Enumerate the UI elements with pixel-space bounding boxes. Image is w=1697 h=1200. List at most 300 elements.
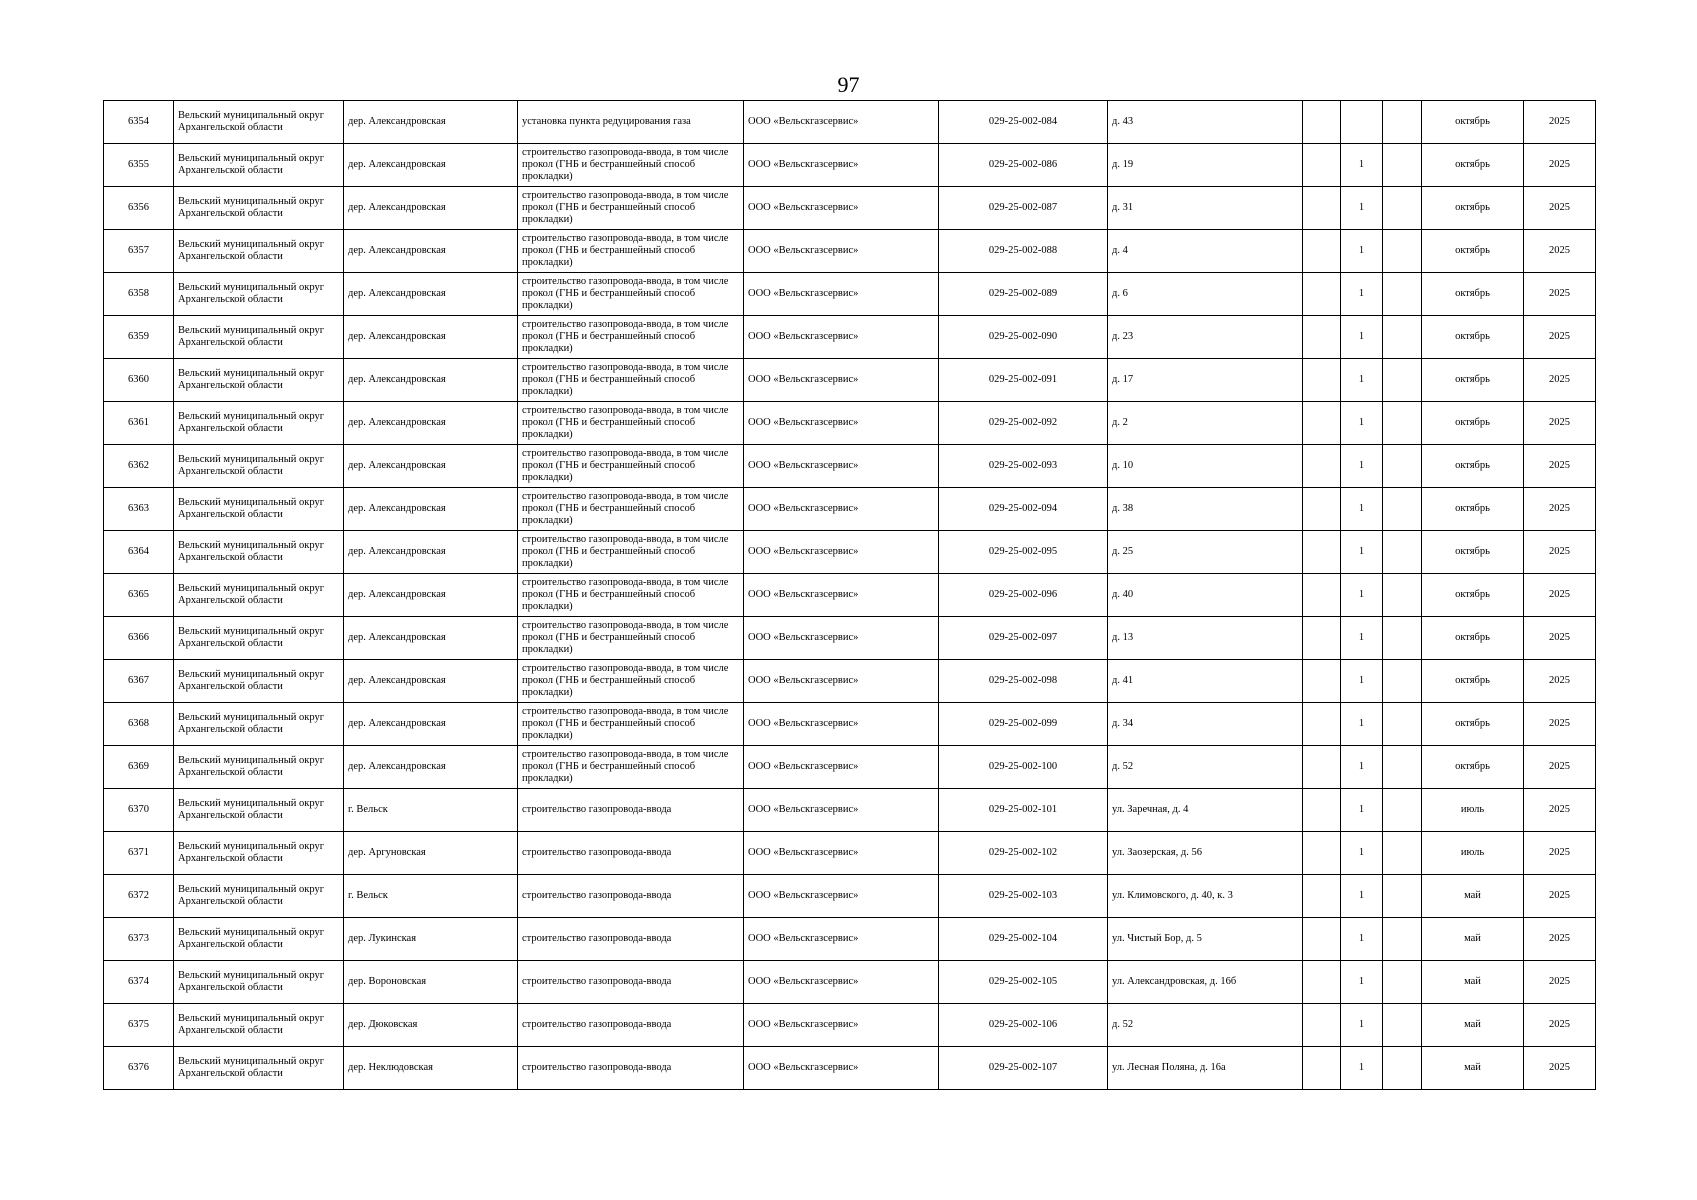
address-cell: д. 13 xyxy=(1108,617,1303,660)
year-cell: 2025 xyxy=(1524,445,1596,488)
month-cell: май xyxy=(1422,875,1524,918)
district-cell: Вельский муниципальный округ Архангельской области xyxy=(174,1004,344,1047)
district-cell: Вельский муниципальный округ Архангельской области xyxy=(174,961,344,1004)
empty-cell xyxy=(1303,316,1341,359)
district-cell: Вельский муниципальный округ Архангельской области xyxy=(174,101,344,144)
quantity-cell: 1 xyxy=(1341,875,1383,918)
settlement-cell: дер. Аргуновская xyxy=(344,832,518,875)
row-number: 6371 xyxy=(104,832,174,875)
settlement-cell: дер. Александровская xyxy=(344,531,518,574)
settlement-cell: дер. Дюковская xyxy=(344,1004,518,1047)
month-cell: октябрь xyxy=(1422,402,1524,445)
month-cell: октябрь xyxy=(1422,488,1524,531)
organization-cell: ООО «Вельскгазсервис» xyxy=(744,316,939,359)
quantity-cell: 1 xyxy=(1341,617,1383,660)
district-cell: Вельский муниципальный округ Архангельской области xyxy=(174,617,344,660)
work-type-cell: строительство газопровода-ввода, в том числе прокол (ГНБ и бестраншейный способ прокладки) xyxy=(518,230,744,273)
address-cell: ул. Заозерская, д. 56 xyxy=(1108,832,1303,875)
work-type-cell: установка пункта редуцирования газа xyxy=(518,101,744,144)
row-number: 6373 xyxy=(104,918,174,961)
organization-cell: ООО «Вельскгазсервис» xyxy=(744,1004,939,1047)
month-cell: май xyxy=(1422,1004,1524,1047)
row-number: 6363 xyxy=(104,488,174,531)
empty-cell xyxy=(1383,918,1422,961)
work-type-cell: строительство газопровода-ввода, в том числе прокол (ГНБ и бестраншейный способ прокладки) xyxy=(518,703,744,746)
settlement-cell: дер. Александровская xyxy=(344,144,518,187)
empty-cell xyxy=(1383,574,1422,617)
organization-cell: ООО «Вельскгазсервис» xyxy=(744,402,939,445)
month-cell: октябрь xyxy=(1422,359,1524,402)
object-code-cell: 029-25-002-098 xyxy=(939,660,1108,703)
year-cell: 2025 xyxy=(1524,402,1596,445)
district-cell: Вельский муниципальный округ Архангельской области xyxy=(174,273,344,316)
district-cell: Вельский муниципальный округ Архангельской области xyxy=(174,918,344,961)
empty-cell xyxy=(1383,402,1422,445)
object-code-cell: 029-25-002-096 xyxy=(939,574,1108,617)
object-code-cell: 029-25-002-090 xyxy=(939,316,1108,359)
quantity-cell: 1 xyxy=(1341,531,1383,574)
organization-cell: ООО «Вельскгазсервис» xyxy=(744,918,939,961)
organization-cell: ООО «Вельскгазсервис» xyxy=(744,144,939,187)
row-number: 6362 xyxy=(104,445,174,488)
settlement-cell: дер. Александровская xyxy=(344,703,518,746)
organization-cell: ООО «Вельскгазсервис» xyxy=(744,703,939,746)
organization-cell: ООО «Вельскгазсервис» xyxy=(744,359,939,402)
quantity-cell: 1 xyxy=(1341,789,1383,832)
organization-cell: ООО «Вельскгазсервис» xyxy=(744,832,939,875)
district-cell: Вельский муниципальный округ Архангельской области xyxy=(174,789,344,832)
table-row xyxy=(104,746,1596,789)
empty-cell xyxy=(1303,1004,1341,1047)
object-code-cell: 029-25-002-106 xyxy=(939,1004,1108,1047)
empty-cell xyxy=(1303,531,1341,574)
year-cell: 2025 xyxy=(1524,832,1596,875)
object-code-cell: 029-25-002-101 xyxy=(939,789,1108,832)
empty-cell xyxy=(1303,746,1341,789)
table-row xyxy=(104,445,1596,488)
year-cell: 2025 xyxy=(1524,617,1596,660)
work-type-cell: строительство газопровода-ввода, в том числе прокол (ГНБ и бестраншейный способ прокладки) xyxy=(518,359,744,402)
district-cell: Вельский муниципальный округ Архангельской области xyxy=(174,402,344,445)
work-type-cell: строительство газопровода-ввода, в том числе прокол (ГНБ и бестраншейный способ прокладки) xyxy=(518,273,744,316)
work-type-cell: строительство газопровода-ввода, в том числе прокол (ГНБ и бестраншейный способ прокладки) xyxy=(518,574,744,617)
page-number: 97 xyxy=(837,72,860,97)
year-cell: 2025 xyxy=(1524,746,1596,789)
month-cell: октябрь xyxy=(1422,660,1524,703)
address-cell: д. 34 xyxy=(1108,703,1303,746)
address-cell: д. 52 xyxy=(1108,1004,1303,1047)
month-cell: октябрь xyxy=(1422,230,1524,273)
table-row xyxy=(104,488,1596,531)
row-number: 6366 xyxy=(104,617,174,660)
district-cell: Вельский муниципальный округ Архангельской области xyxy=(174,488,344,531)
settlement-cell: дер. Александровская xyxy=(344,187,518,230)
object-code-cell: 029-25-002-102 xyxy=(939,832,1108,875)
row-number: 6361 xyxy=(104,402,174,445)
settlement-cell: дер. Александровская xyxy=(344,101,518,144)
settlement-cell: дер. Неклюдовская xyxy=(344,1047,518,1090)
month-cell: октябрь xyxy=(1422,531,1524,574)
empty-cell xyxy=(1383,187,1422,230)
table-row xyxy=(104,617,1596,660)
year-cell: 2025 xyxy=(1524,961,1596,1004)
settlement-cell: дер. Вороновская xyxy=(344,961,518,1004)
year-cell: 2025 xyxy=(1524,101,1596,144)
table-row xyxy=(104,574,1596,617)
empty-cell xyxy=(1303,574,1341,617)
table-row xyxy=(104,918,1596,961)
address-cell: д. 43 xyxy=(1108,101,1303,144)
object-code-cell: 029-25-002-097 xyxy=(939,617,1108,660)
work-type-cell: строительство газопровода-ввода xyxy=(518,832,744,875)
address-cell: ул. Лесная Поляна, д. 16а xyxy=(1108,1047,1303,1090)
object-code-cell: 029-25-002-100 xyxy=(939,746,1108,789)
work-type-cell: строительство газопровода-ввода xyxy=(518,789,744,832)
quantity-cell: 1 xyxy=(1341,230,1383,273)
organization-cell: ООО «Вельскгазсервис» xyxy=(744,617,939,660)
district-cell: Вельский муниципальный округ Архангельской области xyxy=(174,187,344,230)
year-cell: 2025 xyxy=(1524,875,1596,918)
table-row xyxy=(104,187,1596,230)
settlement-cell: дер. Александровская xyxy=(344,316,518,359)
quantity-cell: 1 xyxy=(1341,703,1383,746)
quantity-cell: 1 xyxy=(1341,402,1383,445)
object-code-cell: 029-25-002-103 xyxy=(939,875,1108,918)
settlement-cell: дер. Александровская xyxy=(344,488,518,531)
empty-cell xyxy=(1303,101,1341,144)
object-code-cell: 029-25-002-088 xyxy=(939,230,1108,273)
month-cell: октябрь xyxy=(1422,703,1524,746)
organization-cell: ООО «Вельскгазсервис» xyxy=(744,273,939,316)
settlement-cell: дер. Александровская xyxy=(344,574,518,617)
work-type-cell: строительство газопровода-ввода, в том числе прокол (ГНБ и бестраншейный способ прокладки) xyxy=(518,660,744,703)
address-cell: д. 41 xyxy=(1108,660,1303,703)
empty-cell xyxy=(1383,832,1422,875)
object-code-cell: 029-25-002-084 xyxy=(939,101,1108,144)
organization-cell: ООО «Вельскгазсервис» xyxy=(744,230,939,273)
address-cell: ул. Климовского, д. 40, к. 3 xyxy=(1108,875,1303,918)
row-number: 6367 xyxy=(104,660,174,703)
work-type-cell: строительство газопровода-ввода xyxy=(518,1004,744,1047)
work-type-cell: строительство газопровода-ввода, в том числе прокол (ГНБ и бестраншейный способ прокладки) xyxy=(518,187,744,230)
district-cell: Вельский муниципальный округ Архангельской области xyxy=(174,1047,344,1090)
object-code-cell: 029-25-002-091 xyxy=(939,359,1108,402)
empty-cell xyxy=(1383,789,1422,832)
organization-cell: ООО «Вельскгазсервис» xyxy=(744,574,939,617)
quantity-cell: 1 xyxy=(1341,359,1383,402)
row-number: 6368 xyxy=(104,703,174,746)
table-row xyxy=(104,789,1596,832)
year-cell: 2025 xyxy=(1524,531,1596,574)
quantity-cell: 1 xyxy=(1341,961,1383,1004)
address-cell: д. 23 xyxy=(1108,316,1303,359)
year-cell: 2025 xyxy=(1524,316,1596,359)
year-cell: 2025 xyxy=(1524,660,1596,703)
work-type-cell: строительство газопровода-ввода, в том числе прокол (ГНБ и бестраншейный способ прокладки) xyxy=(518,445,744,488)
empty-cell xyxy=(1383,617,1422,660)
row-number: 6357 xyxy=(104,230,174,273)
empty-cell xyxy=(1383,531,1422,574)
table-row xyxy=(104,359,1596,402)
row-number: 6375 xyxy=(104,1004,174,1047)
table-row xyxy=(104,230,1596,273)
object-code-cell: 029-25-002-093 xyxy=(939,445,1108,488)
quantity-cell: 1 xyxy=(1341,187,1383,230)
year-cell: 2025 xyxy=(1524,1047,1596,1090)
settlement-cell: дер. Александровская xyxy=(344,273,518,316)
year-cell: 2025 xyxy=(1524,230,1596,273)
settlement-cell: г. Вельск xyxy=(344,789,518,832)
row-number: 6374 xyxy=(104,961,174,1004)
quantity-cell: 1 xyxy=(1341,746,1383,789)
organization-cell: ООО «Вельскгазсервис» xyxy=(744,875,939,918)
row-number: 6355 xyxy=(104,144,174,187)
organization-cell: ООО «Вельскгазсервис» xyxy=(744,660,939,703)
settlement-cell: дер. Александровская xyxy=(344,746,518,789)
district-cell: Вельский муниципальный округ Архангельской области xyxy=(174,230,344,273)
month-cell: июль xyxy=(1422,789,1524,832)
work-type-cell: строительство газопровода-ввода xyxy=(518,918,744,961)
empty-cell xyxy=(1383,359,1422,402)
quantity-cell: 1 xyxy=(1341,1004,1383,1047)
empty-cell xyxy=(1383,660,1422,703)
empty-cell xyxy=(1383,1004,1422,1047)
object-code-cell: 029-25-002-095 xyxy=(939,531,1108,574)
quantity-cell: 1 xyxy=(1341,918,1383,961)
empty-cell xyxy=(1303,273,1341,316)
empty-cell xyxy=(1383,273,1422,316)
work-type-cell: строительство газопровода-ввода xyxy=(518,875,744,918)
quantity-cell: 1 xyxy=(1341,316,1383,359)
settlement-cell: дер. Александровская xyxy=(344,359,518,402)
empty-cell xyxy=(1303,230,1341,273)
work-type-cell: строительство газопровода-ввода, в том числе прокол (ГНБ и бестраншейный способ прокладки) xyxy=(518,617,744,660)
address-cell: ул. Чистый Бор, д. 5 xyxy=(1108,918,1303,961)
table-row xyxy=(104,273,1596,316)
empty-cell xyxy=(1383,875,1422,918)
quantity-cell: 1 xyxy=(1341,273,1383,316)
work-type-cell: строительство газопровода-ввода, в том числе прокол (ГНБ и бестраншейный способ прокладки) xyxy=(518,316,744,359)
settlement-cell: дер. Александровская xyxy=(344,660,518,703)
object-code-cell: 029-25-002-105 xyxy=(939,961,1108,1004)
row-number: 6358 xyxy=(104,273,174,316)
district-cell: Вельский муниципальный округ Архангельской области xyxy=(174,144,344,187)
address-cell: ул. Заречная, д. 4 xyxy=(1108,789,1303,832)
empty-cell xyxy=(1303,703,1341,746)
month-cell: октябрь xyxy=(1422,617,1524,660)
work-type-cell: строительство газопровода-ввода, в том числе прокол (ГНБ и бестраншейный способ прокладки) xyxy=(518,531,744,574)
table-row xyxy=(104,402,1596,445)
empty-cell xyxy=(1383,445,1422,488)
work-type-cell: строительство газопровода-ввода, в том числе прокол (ГНБ и бестраншейный способ прокладки) xyxy=(518,746,744,789)
empty-cell xyxy=(1303,660,1341,703)
object-code-cell: 029-25-002-089 xyxy=(939,273,1108,316)
settlement-cell: г. Вельск xyxy=(344,875,518,918)
row-number: 6356 xyxy=(104,187,174,230)
empty-cell xyxy=(1303,789,1341,832)
empty-cell xyxy=(1383,1047,1422,1090)
row-number: 6376 xyxy=(104,1047,174,1090)
address-cell: д. 52 xyxy=(1108,746,1303,789)
address-cell: д. 40 xyxy=(1108,574,1303,617)
month-cell: октябрь xyxy=(1422,187,1524,230)
year-cell: 2025 xyxy=(1524,574,1596,617)
row-number: 6369 xyxy=(104,746,174,789)
district-cell: Вельский муниципальный округ Архангельской области xyxy=(174,316,344,359)
district-cell: Вельский муниципальный округ Архангельской области xyxy=(174,660,344,703)
row-number: 6372 xyxy=(104,875,174,918)
row-number: 6364 xyxy=(104,531,174,574)
work-type-cell: строительство газопровода-ввода xyxy=(518,961,744,1004)
month-cell: июль xyxy=(1422,832,1524,875)
organization-cell: ООО «Вельскгазсервис» xyxy=(744,445,939,488)
district-cell: Вельский муниципальный округ Архангельской области xyxy=(174,832,344,875)
table-row xyxy=(104,660,1596,703)
empty-cell xyxy=(1303,488,1341,531)
empty-cell xyxy=(1303,617,1341,660)
district-cell: Вельский муниципальный округ Архангельской области xyxy=(174,445,344,488)
month-cell: октябрь xyxy=(1422,144,1524,187)
empty-cell xyxy=(1303,359,1341,402)
empty-cell xyxy=(1383,101,1422,144)
month-cell: май xyxy=(1422,918,1524,961)
address-cell: д. 17 xyxy=(1108,359,1303,402)
object-code-cell: 029-25-002-099 xyxy=(939,703,1108,746)
row-number: 6360 xyxy=(104,359,174,402)
empty-cell xyxy=(1303,1047,1341,1090)
quantity-cell: 1 xyxy=(1341,488,1383,531)
settlement-cell: дер. Александровская xyxy=(344,402,518,445)
quantity-cell: 1 xyxy=(1341,445,1383,488)
empty-cell xyxy=(1303,144,1341,187)
month-cell: октябрь xyxy=(1422,445,1524,488)
year-cell: 2025 xyxy=(1524,789,1596,832)
address-cell: д. 2 xyxy=(1108,402,1303,445)
address-cell: ул. Александровская, д. 16б xyxy=(1108,961,1303,1004)
work-type-cell: строительство газопровода-ввода xyxy=(518,1047,744,1090)
quantity-cell: 1 xyxy=(1341,1047,1383,1090)
address-cell: д. 19 xyxy=(1108,144,1303,187)
table-row xyxy=(104,875,1596,918)
work-type-cell: строительство газопровода-ввода, в том числе прокол (ГНБ и бестраншейный способ прокладки) xyxy=(518,488,744,531)
empty-cell xyxy=(1383,316,1422,359)
year-cell: 2025 xyxy=(1524,703,1596,746)
organization-cell: ООО «Вельскгазсервис» xyxy=(744,531,939,574)
organization-cell: ООО «Вельскгазсервис» xyxy=(744,746,939,789)
empty-cell xyxy=(1303,918,1341,961)
quantity-cell: 1 xyxy=(1341,574,1383,617)
table-row xyxy=(104,703,1596,746)
empty-cell xyxy=(1303,961,1341,1004)
table-row xyxy=(104,1004,1596,1047)
quantity-cell: 1 xyxy=(1341,660,1383,703)
month-cell: май xyxy=(1422,1047,1524,1090)
district-cell: Вельский муниципальный округ Архангельской области xyxy=(174,574,344,617)
settlement-cell: дер. Лукинская xyxy=(344,918,518,961)
organization-cell: ООО «Вельскгазсервис» xyxy=(744,187,939,230)
address-cell: д. 31 xyxy=(1108,187,1303,230)
month-cell: май xyxy=(1422,961,1524,1004)
empty-cell xyxy=(1383,703,1422,746)
address-cell: д. 25 xyxy=(1108,531,1303,574)
empty-cell xyxy=(1383,488,1422,531)
empty-cell xyxy=(1383,144,1422,187)
object-code-cell: 029-25-002-086 xyxy=(939,144,1108,187)
work-type-cell: строительство газопровода-ввода, в том числе прокол (ГНБ и бестраншейный способ прокладки) xyxy=(518,144,744,187)
registry-table xyxy=(103,100,1596,1090)
year-cell: 2025 xyxy=(1524,918,1596,961)
settlement-cell: дер. Александровская xyxy=(344,617,518,660)
table-row xyxy=(104,316,1596,359)
district-cell: Вельский муниципальный округ Архангельской области xyxy=(174,703,344,746)
month-cell: октябрь xyxy=(1422,574,1524,617)
address-cell: д. 38 xyxy=(1108,488,1303,531)
settlement-cell: дер. Александровская xyxy=(344,230,518,273)
month-cell: октябрь xyxy=(1422,746,1524,789)
row-number: 6365 xyxy=(104,574,174,617)
month-cell: октябрь xyxy=(1422,273,1524,316)
year-cell: 2025 xyxy=(1524,359,1596,402)
quantity-cell: 1 xyxy=(1341,144,1383,187)
district-cell: Вельский муниципальный округ Архангельской области xyxy=(174,359,344,402)
object-code-cell: 029-25-002-094 xyxy=(939,488,1108,531)
empty-cell xyxy=(1303,187,1341,230)
empty-cell xyxy=(1383,230,1422,273)
district-cell: Вельский муниципальный округ Архангельской области xyxy=(174,875,344,918)
row-number: 6359 xyxy=(104,316,174,359)
quantity-cell xyxy=(1341,101,1383,144)
table-row xyxy=(104,531,1596,574)
empty-cell xyxy=(1303,832,1341,875)
year-cell: 2025 xyxy=(1524,187,1596,230)
year-cell: 2025 xyxy=(1524,1004,1596,1047)
table-row xyxy=(104,1047,1596,1090)
organization-cell: ООО «Вельскгазсервис» xyxy=(744,488,939,531)
row-number: 6370 xyxy=(104,789,174,832)
row-number: 6354 xyxy=(104,101,174,144)
address-cell: д. 4 xyxy=(1108,230,1303,273)
object-code-cell: 029-25-002-107 xyxy=(939,1047,1108,1090)
object-code-cell: 029-25-002-092 xyxy=(939,402,1108,445)
empty-cell xyxy=(1303,445,1341,488)
organization-cell: ООО «Вельскгазсервис» xyxy=(744,101,939,144)
table-row xyxy=(104,961,1596,1004)
address-cell: д. 6 xyxy=(1108,273,1303,316)
organization-cell: ООО «Вельскгазсервис» xyxy=(744,1047,939,1090)
empty-cell xyxy=(1303,875,1341,918)
year-cell: 2025 xyxy=(1524,144,1596,187)
district-cell: Вельский муниципальный округ Архангельской области xyxy=(174,531,344,574)
empty-cell xyxy=(1383,746,1422,789)
table-row xyxy=(104,144,1596,187)
settlement-cell: дер. Александровская xyxy=(344,445,518,488)
empty-cell xyxy=(1303,402,1341,445)
year-cell: 2025 xyxy=(1524,273,1596,316)
address-cell: д. 10 xyxy=(1108,445,1303,488)
work-type-cell: строительство газопровода-ввода, в том числе прокол (ГНБ и бестраншейный способ прокладки) xyxy=(518,402,744,445)
object-code-cell: 029-25-002-087 xyxy=(939,187,1108,230)
quantity-cell: 1 xyxy=(1341,832,1383,875)
organization-cell: ООО «Вельскгазсервис» xyxy=(744,961,939,1004)
organization-cell: ООО «Вельскгазсервис» xyxy=(744,789,939,832)
object-code-cell: 029-25-002-104 xyxy=(939,918,1108,961)
year-cell: 2025 xyxy=(1524,488,1596,531)
empty-cell xyxy=(1383,961,1422,1004)
table-row xyxy=(104,832,1596,875)
district-cell: Вельский муниципальный округ Архангельской области xyxy=(174,746,344,789)
month-cell: октябрь xyxy=(1422,101,1524,144)
registry-body xyxy=(104,101,1596,1090)
